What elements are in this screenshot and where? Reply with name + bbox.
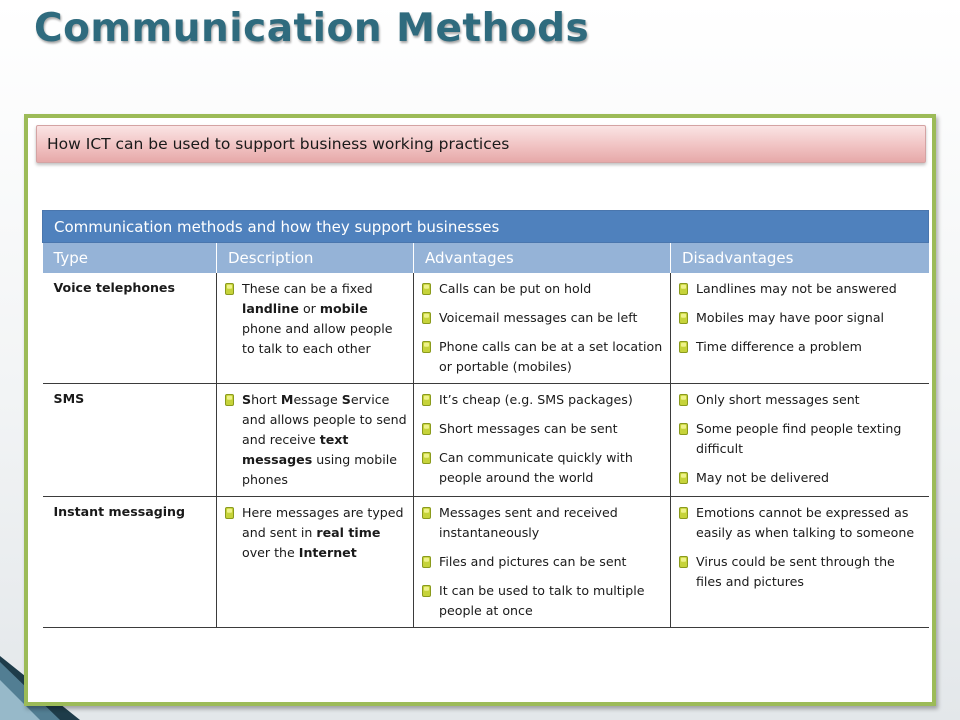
description-cell — [217, 273, 414, 384]
bullet-icon — [422, 585, 431, 597]
bullet-icon — [679, 472, 688, 484]
description-cell — [217, 384, 414, 497]
description-text: Here messages are typed and sent in — [242, 505, 404, 540]
disadvantage-item — [677, 279, 923, 299]
description-text: over the — [242, 545, 299, 560]
column-header-description: Description — [217, 243, 414, 274]
table-caption: Communication methods and how they support businesses — [43, 211, 929, 243]
type-cell: Instant messaging — [43, 497, 217, 628]
subtitle-banner: How ICT can be used to support business working practices — [36, 125, 926, 163]
bullet-icon — [679, 556, 688, 568]
description-item — [223, 390, 407, 490]
disadvantage-item — [677, 468, 923, 488]
disadvantage-item — [677, 308, 923, 328]
bullet-icon — [422, 283, 431, 295]
bullet-icon — [679, 507, 688, 519]
advantage-text: Messages sent and received instantaneously — [439, 505, 618, 540]
advantage-item — [420, 419, 664, 439]
content-frame — [24, 114, 936, 706]
bullet-icon — [422, 341, 431, 353]
bullet-icon — [422, 423, 431, 435]
description-text: hort — [251, 392, 281, 407]
table-header-row — [43, 243, 929, 274]
advantage-item — [420, 448, 664, 488]
description-text: or — [298, 301, 320, 316]
description-bold-text: mobile — [319, 301, 368, 316]
description-cell — [217, 497, 414, 628]
advantage-text: Calls can be put on hold — [439, 281, 592, 296]
description-bold-text: real time — [316, 525, 381, 540]
disadvantage-text: Emotions cannot be expressed as easily as when talking to someone — [696, 505, 915, 540]
advantage-text: It can be used to talk to multiple people at once — [439, 583, 645, 618]
slide-title: Communication Methods — [34, 6, 590, 51]
disadvantage-item — [677, 337, 923, 357]
advantage-item — [420, 552, 664, 572]
column-header-type: Type — [43, 243, 217, 274]
bullet-icon — [225, 394, 234, 406]
bullet-icon — [679, 312, 688, 324]
advantage-item — [420, 308, 664, 328]
column-header-disadvantages: Disadvantages — [671, 243, 929, 274]
disadvantage-text: Only short messages sent — [696, 392, 860, 407]
bullet-icon — [422, 507, 431, 519]
advantages-cell — [414, 384, 671, 497]
disadvantage-text: Landlines may not be answered — [696, 281, 897, 296]
advantage-item — [420, 581, 664, 621]
description-bold-text: landline — [242, 301, 299, 316]
advantages-cell — [414, 497, 671, 628]
advantage-item — [420, 390, 664, 410]
bullet-icon — [679, 283, 688, 295]
advantage-text: It’s cheap (e.g. SMS packages) — [439, 392, 633, 407]
description-text: phone and allow people to talk to each other — [242, 321, 393, 356]
type-cell: SMS — [43, 384, 217, 497]
table-row — [43, 273, 929, 384]
advantage-item — [420, 337, 664, 377]
column-header-advantages: Advantages — [414, 243, 671, 274]
description-item — [223, 503, 407, 563]
bullet-icon — [422, 312, 431, 324]
advantage-item — [420, 503, 664, 543]
disadvantage-item — [677, 390, 923, 410]
disadvantage-text: Some people find people texting difficult — [696, 421, 902, 456]
advantage-text: Short messages can be sent — [439, 421, 618, 436]
disadvantage-text: Mobiles may have poor signal — [696, 310, 885, 325]
advantage-text: Files and pictures can be sent — [439, 554, 627, 569]
communication-methods-table — [42, 210, 929, 628]
bullet-icon — [422, 556, 431, 568]
bullet-icon — [679, 423, 688, 435]
advantage-text: Can communicate quickly with people around the world — [439, 450, 633, 485]
disadvantage-text: Time difference a problem — [696, 339, 862, 354]
disadvantages-cell — [671, 384, 929, 497]
bullet-icon — [679, 394, 688, 406]
table-row — [43, 497, 929, 628]
disadvantage-text: Virus could be sent through the files and pictures — [696, 554, 895, 589]
disadvantage-item — [677, 503, 923, 543]
disadvantages-cell — [671, 273, 929, 384]
disadvantage-item — [677, 419, 923, 459]
bullet-icon — [422, 452, 431, 464]
description-bold-text: Internet — [298, 545, 357, 560]
disadvantage-text: May not be delivered — [696, 470, 829, 485]
description-bold-text: text messages — [242, 432, 349, 467]
disadvantages-cell — [671, 497, 929, 628]
description-text: These can be a fixed — [242, 281, 373, 296]
bullet-icon — [679, 341, 688, 353]
disadvantage-item — [677, 552, 923, 592]
bullet-icon — [225, 507, 234, 519]
bullet-icon — [225, 283, 234, 295]
description-text: using mobile phones — [242, 452, 397, 487]
description-text: essage — [293, 392, 342, 407]
description-text: ervice and allows people to send and receive — [242, 392, 407, 447]
description-bold-text: S — [341, 392, 351, 407]
advantages-cell — [414, 273, 671, 384]
advantage-text: Voicemail messages can be left — [439, 310, 638, 325]
description-bold-text: S — [242, 392, 252, 407]
advantage-text: Phone calls can be at a set location or portable (mobiles) — [439, 339, 663, 374]
advantage-item — [420, 279, 664, 299]
bullet-icon — [422, 394, 431, 406]
table-row — [43, 384, 929, 497]
description-bold-text: M — [280, 392, 294, 407]
type-cell: Voice telephones — [43, 273, 217, 384]
description-item — [223, 279, 407, 359]
